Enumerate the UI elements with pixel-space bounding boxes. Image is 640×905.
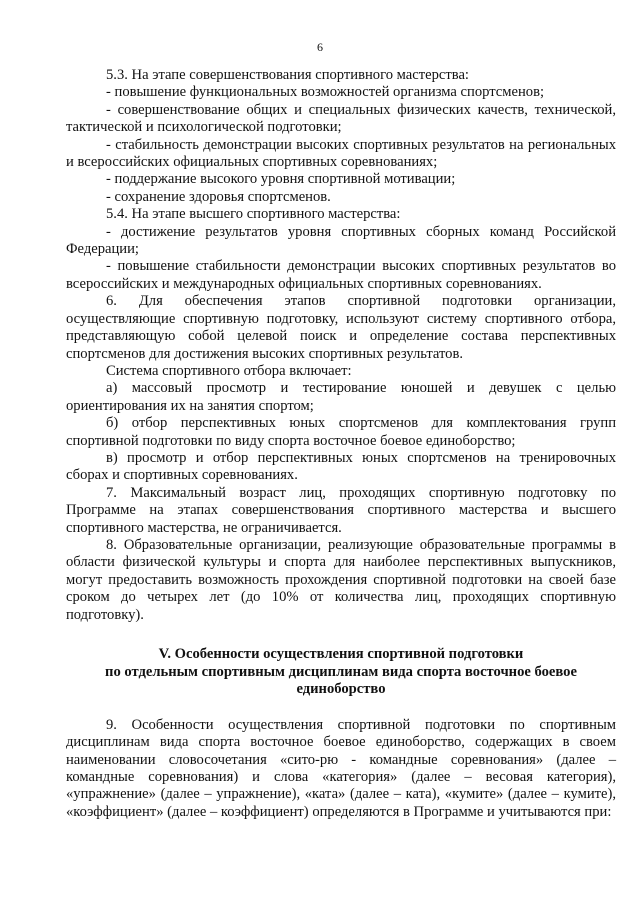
paragraph: 5.4. На этапе высшего спортивного мастерства:: [106, 206, 401, 223]
paragraph: - поддержание высокого уровня спортивной мотивации;: [106, 171, 456, 188]
paragraph: - повышение стабильности демонстрации высоких спортивных результатов во всероссийских и международных официальных спортивных соревнованиях.: [66, 258, 616, 292]
paragraph: в) просмотр и отбор перспективных юных спортсменов на тренировочных сборах и спортивных соревнованиях.: [66, 449, 616, 484]
paragraph: б) отбор перспективных юных спортсменов для комплектования групп спортивной подготовки по виду спорта восточное боевое единоборство;: [66, 415, 616, 449]
page-number: 6: [317, 40, 323, 54]
section-heading-line: по отдельным спортивным дисциплинам вида спорта восточное боевое: [105, 663, 577, 680]
section-heading-line: V. Особенности осуществления спортивной подготовки: [158, 646, 524, 662]
paragraph: 7. Максимальный возраст лиц, проходящих спортивную подготовку по Программе на этапах совершенствования спортивного мастерства и высшего спортивного мастерства, не ограничивается.: [66, 484, 616, 536]
paragraph: Система спортивного отбора включает:: [106, 362, 352, 379]
paragraph: - совершенствование общих и специальных физических качеств, технической, тактической и психологической подготовки;: [66, 101, 616, 136]
document-body: [66, 67, 616, 821]
paragraph: 5.3. На этапе совершенствования спортивного мастерства:: [106, 67, 469, 83]
paragraph: 6. Для обеспечения этапов спортивной подготовки организации, осуществляющие спортивную подготовку, используют систему спортивного отбора, представляющую собой целевой поиск и определение состава перспективных спортсменов для достижения высоких спортивных результатов.: [66, 293, 616, 362]
paragraph: - сохранение здоровья спортсменов.: [106, 188, 331, 205]
paragraph: 8. Образовательные организации, реализующие образовательные программы в области физической культуры и спорта для наиболее перспективных выпускников, могут предоставить возможность прохождения спортивной подготовки на своей базе сроком до четырех лет (до 10% от количества лиц, проходящих спортивную подготовку).: [66, 536, 616, 623]
paragraph: - достижение результатов уровня спортивных сборных команд Российской Федерации;: [66, 223, 616, 258]
paragraph: - стабильность демонстрации высоких спортивных результатов на региональных и всероссийских официальных спортивных соревнованиях;: [66, 136, 616, 171]
section-heading-line: единоборство: [296, 681, 386, 698]
paragraph: - повышение функциональных возможностей организма спортсменов;: [106, 84, 545, 101]
section-heading: [66, 646, 616, 699]
paragraph: а) массовый просмотр и тестирование юношей и девушек с целью ориентирования их на занятия спортом;: [66, 380, 616, 414]
paragraph: 9. Особенности осуществления спортивной подготовки по спортивным дисциплинам вида спорта восточное боевое единоборство, содержащих в своем наименовании словосочетания «сито-рю - командные соревнования» (далее – командные соревнования) и слова «категория» (далее – весовая категория), «упражнение» (далее – упражнение), «ката» (далее – ката), «кумите» (далее – кумите), «коэффициент» (далее – коэффициент) определяются в Программе и учитываются при:: [66, 716, 616, 820]
